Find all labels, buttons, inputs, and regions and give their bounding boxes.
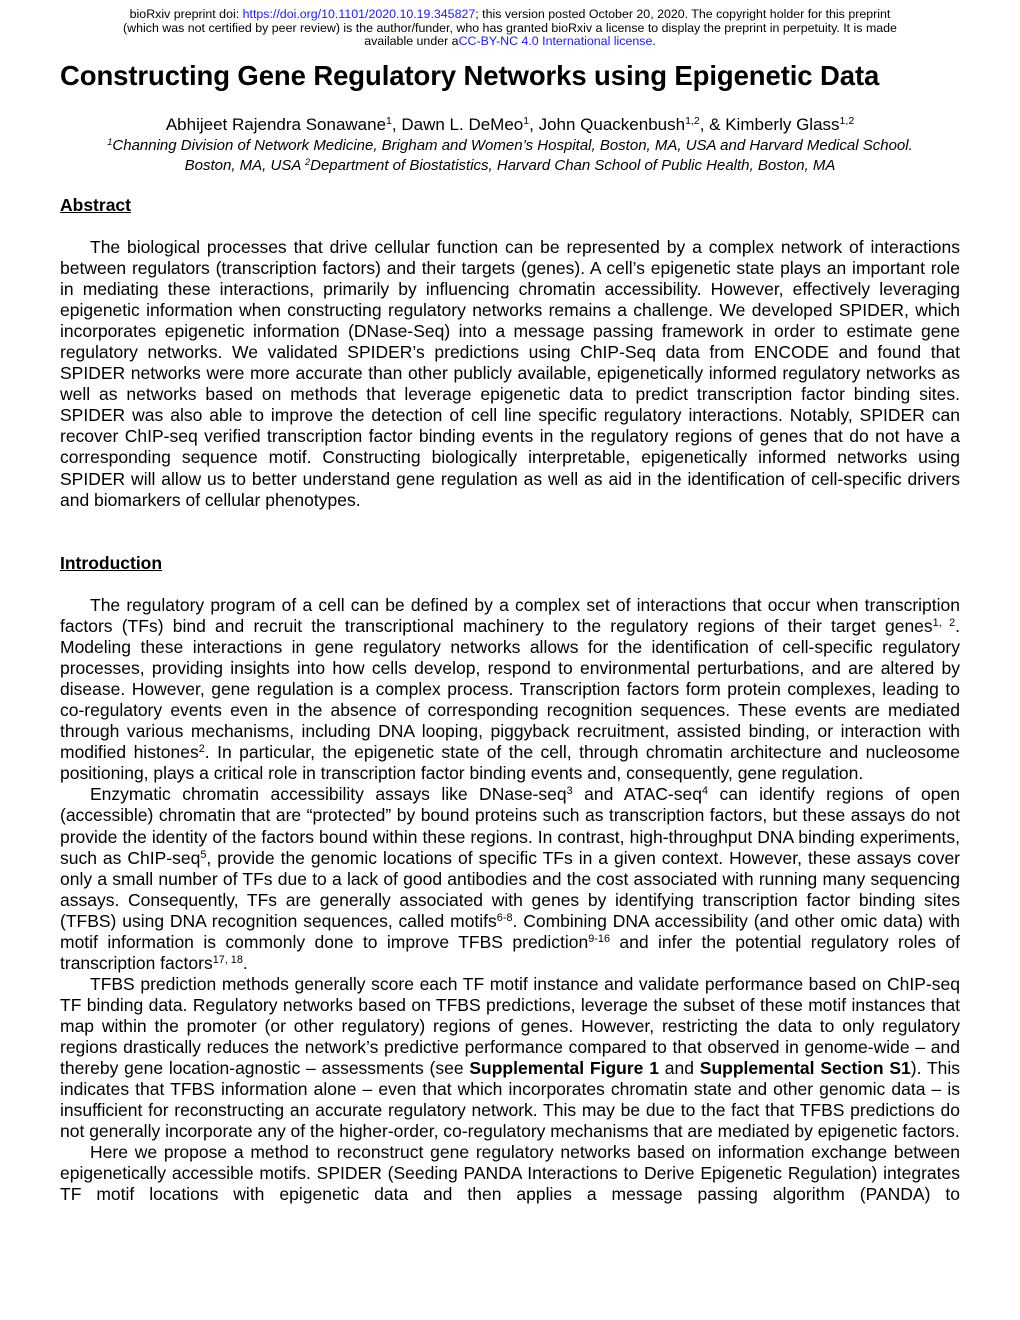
paragraph-text: Enzymatic chromatin accessibility assays like DNase-seq: [90, 784, 567, 805]
paragraph-text: .: [242, 952, 248, 973]
header-text: bioRxiv preprint doi:: [129, 7, 243, 21]
paragraph-text: can identify regions of open (accessible) chromatin that are “protected” by bound proteins such as transcription factors, but these assays do not provide the identity of the factors bound within these regions. In contrast, high-throughput DNA binding experiments, such as ChIP-seq: [60, 784, 960, 868]
paragraph-text: and infer the potential regulatory roles of transcription factors: [60, 931, 960, 973]
paragraph-text: Here we propose a method to reconstruct gene regulatory networks based on information exchange between epigenetically accessible motifs. SPIDER (Seeding PANDA Interactions to Derive Epigenetic Regulation) integrates TF motif locations with epigenetic data and then applies a message passing algorithm (PANDA) to: [60, 1142, 960, 1205]
author-sep: , &: [699, 115, 726, 134]
paragraph-text: ). This indicates that TFBS information alone – even that which incorporates chromatin state and other genomic data – is insufficient for reconstructing an accurate regulatory network. This may be due to the fact that TFBS predictions do not generally incorporate any of the higher-order, co-regulatory mechanisms that are mediated by epigenetic factors.: [60, 1058, 961, 1142]
author-name: Abhijeet Rajendra Sonawane: [165, 115, 387, 134]
paragraph: [60, 784, 960, 973]
paragraph: [60, 974, 960, 1142]
preprint-header: [60, 8, 960, 49]
author-name: John Quackenbush: [538, 115, 686, 134]
affil-text: Channing Division of Network Medicine, Brigham and Women’s Hospital, Boston, MA, USA and Harvard Medical School.: [112, 137, 913, 154]
license-link[interactable]: CC-BY-NC 4.0 International license: [458, 34, 653, 49]
citation: 3: [566, 785, 573, 798]
citation: 1, 2: [932, 617, 956, 630]
affil-marker: 2: [304, 156, 311, 167]
introduction-body: [60, 595, 960, 1205]
author-list: [60, 115, 960, 135]
abstract-body: [60, 237, 960, 511]
header-text: .: [652, 34, 656, 49]
bold-reference: Supplemental Section S1: [699, 1058, 911, 1079]
affil-text: Boston, MA, USA: [184, 156, 305, 174]
author-affil: 1: [523, 115, 530, 128]
paragraph-text: The regulatory program of a cell can be defined by a complex set of interactions that occur when transcription factors (TFs) bind and recruit the transcriptional machinery to the regulatory regions of their target genes: [60, 595, 960, 637]
author-sep: ,: [391, 115, 402, 134]
paragraph: [60, 237, 960, 511]
affil-text: Department of Biostatistics, Harvard Chan School of Public Health, Boston, MA: [310, 156, 836, 174]
citation: 17, 18: [212, 953, 243, 966]
paragraph-text: and: [658, 1058, 700, 1079]
abstract-heading: Abstract: [60, 195, 131, 215]
citation: 5: [200, 848, 207, 861]
paragraph-text: The biological processes that drive cellular function can be represented by a complex network of interactions between regulators (transcription factors) and their targets (genes). A cell’s epigenetic state plays an important role in mediating these interactions, primarily by influencing chromatin accessibility. However, effectively leveraging epigenetic information when constructing regulatory networks remains a challenge. We developed SPIDER, which incorporates epigenetic information (DNase-Seq) into a message passing framework in order to estimate gene regulatory networks. We validated SPIDER’s predictions using ChIP-Seq data from ENCODE and found that SPIDER networks were more accurate than other publicly available, epigenetically informed regulatory networks as well as networks based on methods that leverage epigenetic data to predict transcription factor binding sites. SPIDER was also able to improve the detection of cell line specific regulatory interactions. Notably, SPIDER can recover ChIP-seq verified transcription factor binding events in the regulatory regions of genes that do not have a corresponding sequence motif. Constructing biologically interpretable, epigenetically informed networks using SPIDER will allow us to better understand gene regulation as well as aid in the identification of cell-specific drivers and biomarkers of cellular phenotypes.: [60, 237, 960, 510]
author-name: Dawn L. DeMeo: [401, 115, 524, 134]
paper-title: Constructing Gene Regulatory Networks using Epigenetic Data: [60, 60, 880, 91]
author-name: Kimberly Glass: [725, 115, 840, 134]
doi-link[interactable]: https://doi.org/10.1101/2020.10.19.345827: [242, 7, 476, 21]
paragraph: [60, 1142, 960, 1205]
bold-reference: Supplemental Figure 1: [469, 1058, 659, 1079]
citation: 6-8: [496, 911, 513, 924]
citation: 4: [701, 785, 708, 798]
paragraph-text: . Modeling these interactions in gene regulatory networks allows for the identification of cell-specific regulatory processes, providing insights into how cells develop, respond to environmental perturbations, and are altered by disease. However, gene regulation is a complex process. Transcription factors form protein complexes, leading to co-regulatory events even in the absence of corresponding recognition sequences. These events are mediated through various mechanisms, including DNA looping, piggyback recruitment, assisted binding, or interaction with modified histones: [60, 616, 960, 763]
paragraph-text: . Combining DNA accessibility (and other omic data) with motif information is commonly done to improve TFBS prediction: [60, 910, 960, 952]
paragraph-text: . In particular, the epigenetic state of the cell, through chromatin architecture and nucleosome positioning, plays a critical role in transcription factor binding events and, consequently, gene regulation.: [60, 742, 960, 784]
paragraph: [60, 595, 960, 784]
author-affil: 1,2: [839, 115, 855, 128]
paragraph-text: , provide the genomic locations of specific TFs in a given context. However, these assays cover only a small number of TFs due to a lack of good antibodies and the cost associated with running many sequencing assays. Consequently, TFs are generally associated with genes by identifying transcription factor binding sites (TFBS) using DNA recognition sequences, called motifs: [60, 847, 960, 931]
introduction-heading: Introduction: [60, 553, 163, 573]
author-affil: 1: [386, 115, 392, 128]
citation: 2: [198, 743, 205, 756]
header-text: available under a: [364, 34, 459, 49]
author-affil: 1,2: [685, 115, 700, 128]
header-text: (which was not certified by peer review) is the author/funder, who has granted bioRxiv a license to display the preprint in perpetuity. It is made: [123, 20, 897, 35]
paragraph-text: TFBS prediction methods generally score each TF motif instance and validate performance based on ChIP-seq TF binding data. Regulatory networks based on TFBS predictions, leverage the subset of these motif instances that map within the promoter (or other regulatory) regions of genes. However, restricting the data to only regulatory regions drastically reduces the network’s predictive performance compared to that observed in genome-wide – and thereby gene location-agnostic – assessments (see: [60, 973, 960, 1079]
header-text: ; this version posted October 20, 2020. The copyright holder for this preprint: [475, 7, 891, 21]
affil-marker: 1: [107, 136, 113, 147]
citation: 9-16: [588, 932, 610, 945]
paragraph-text: and ATAC-seq: [572, 784, 702, 805]
author-sep: ,: [529, 115, 539, 134]
affiliations: [55, 136, 965, 175]
